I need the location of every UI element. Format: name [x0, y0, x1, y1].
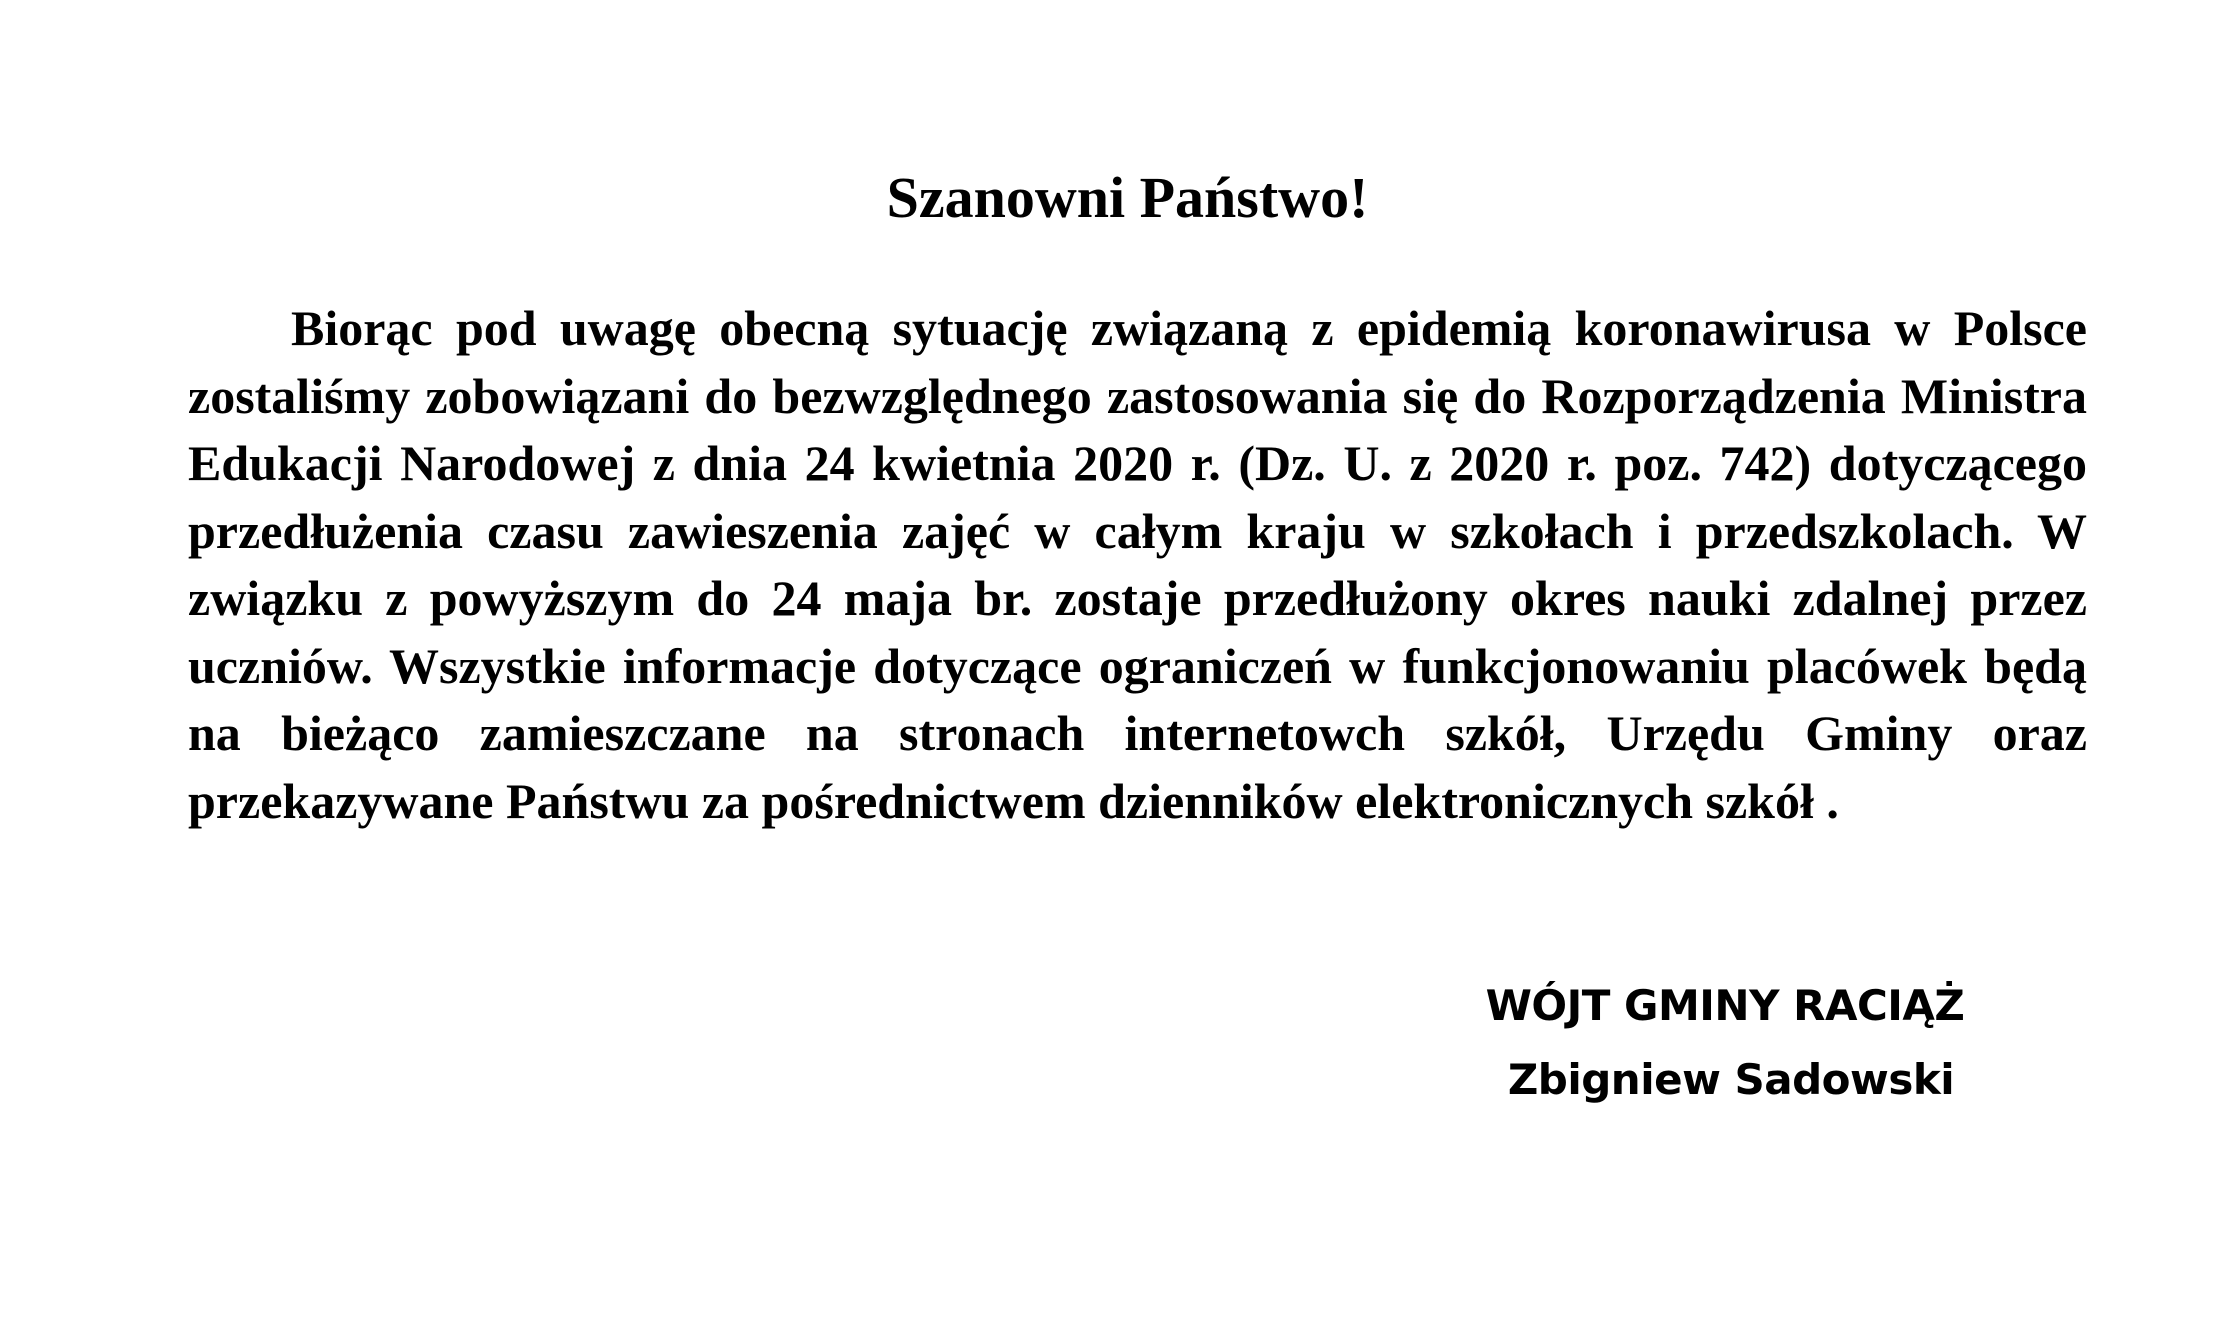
letter-body: Biorąc pod uwagę obecną sytuację związaną z epidemią koronawirusa w Polsce zostaliśmy zobowiązani do bezwzględnego zastosowania się do Rozporządzenia Ministra Edukacji Narodowej z dnia 24 kwietnia 2020 r. (Dz. U. z 2020 r. poz. 742) dotyczącego przedłużenia czasu zawieszenia zajęć w całym kraju w szkołach i przedszkolach. W związku z powyższym do 24 maja br. zostaje przedłużony okres nauki zdalnej przez uczniów. Wszystkie informacje dotyczące ograniczeń w funkcjonowaniu placówek będą na bieżąco zamieszczane na stronach internetowch szkół, Urzędu Gminy oraz przekazywane Państwu za pośrednictwem dzienników elektronicznych szkół . — [188, 300, 2087, 829]
signature-name: Zbigniew Sadowski — [1507, 1055, 1955, 1104]
letter-greeting: Szanowni Państwo! — [886, 165, 1369, 230]
signature-title: WÓJT GMINY RACIĄŻ — [1485, 981, 1965, 1030]
signature-block — [1380, 975, 2070, 1111]
